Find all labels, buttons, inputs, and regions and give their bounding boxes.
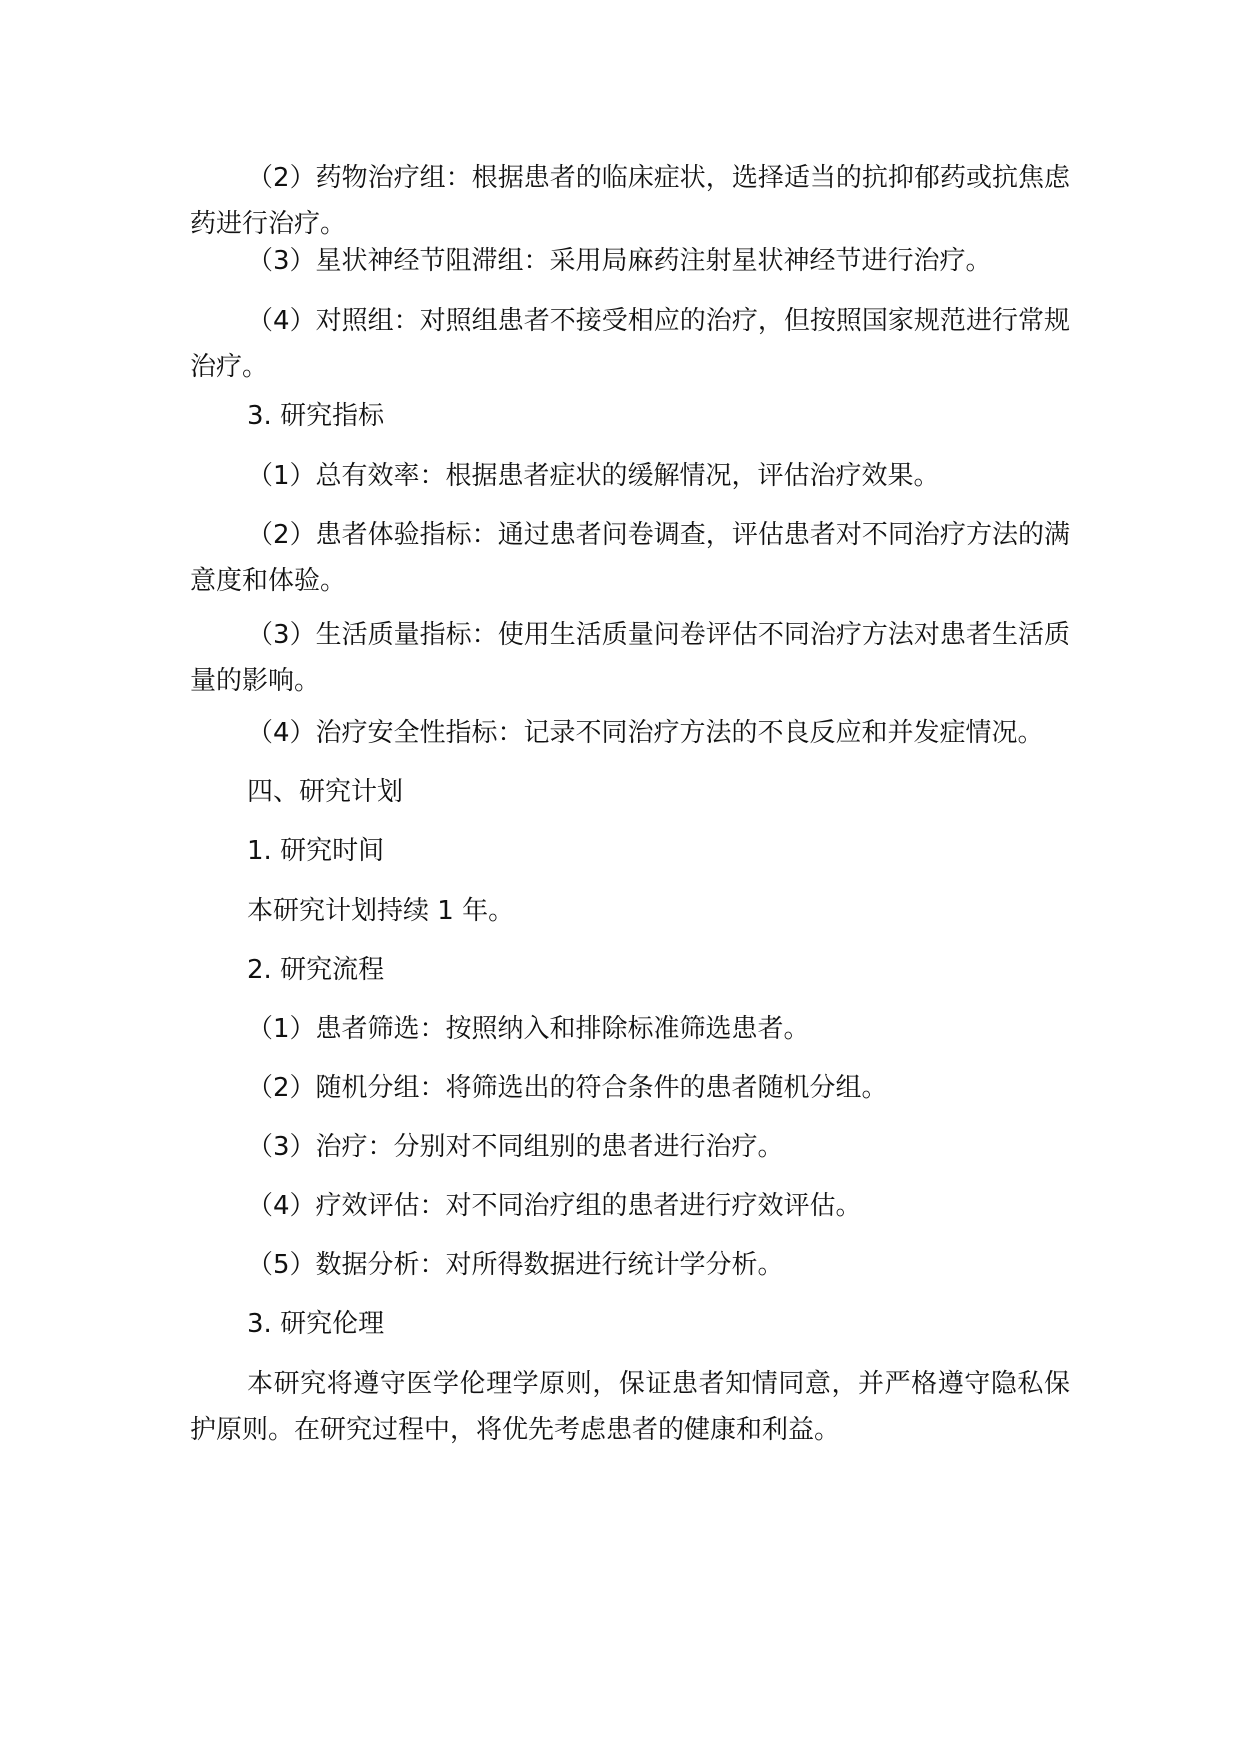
heading-research-indicators: 3. 研究指标 [247,401,385,431]
paragraph-research-duration: 本研究计划持续 1 年。 [247,896,515,926]
heading-research-time: 1. 研究时间 [247,836,385,866]
paragraph-treatment: （3）治疗：分别对不同组别的患者进行治疗。 [247,1132,784,1162]
paragraph-efficacy-evaluation: （4）疗效评估：对不同治疗组的患者进行疗效评估。 [247,1191,862,1221]
paragraph-stellate-ganglion-group: （3）星状神经节阻滞组：采用局麻药注射星状神经节进行治疗。 [247,246,992,276]
paragraph-quality-of-life: （3）生活质量指标：使用生活质量问卷评估不同治疗方法对患者生活质量的影响。 [190,620,1070,696]
paragraph-patient-screening: （1）患者筛选：按照纳入和排除标准筛选患者。 [247,1014,810,1044]
paragraph-data-analysis: （5）数据分析：对所得数据进行统计学分析。 [247,1250,784,1280]
paragraph-control-group: （4）对照组：对照组患者不接受相应的治疗，但按照国家规范进行常规治疗。 [190,306,1070,382]
paragraph-ethics-statement: 本研究将遵守医学伦理学原则，保证患者知情同意，并严格遵守隐私保护原则。在研究过程中，将优先考虑患者的健康和利益。 [190,1369,1070,1445]
paragraph-total-efficacy: （1）总有效率：根据患者症状的缓解情况，评估治疗效果。 [247,461,940,491]
heading-research-ethics: 3. 研究伦理 [247,1309,385,1339]
heading-research-plan: 四、研究计划 [247,777,404,807]
paragraph-patient-experience: （2）患者体验指标：通过患者问卷调查，评估患者对不同治疗方法的满意度和体验。 [190,520,1070,596]
paragraph-treatment-safety: （4）治疗安全性指标：记录不同治疗方法的不良反应和并发症情况。 [247,718,1044,748]
heading-research-process: 2. 研究流程 [247,955,385,985]
paragraph-random-grouping: （2）随机分组：将筛选出的符合条件的患者随机分组。 [247,1073,888,1103]
paragraph-drug-therapy-group: （2）药物治疗组：根据患者的临床症状，选择适当的抗抑郁药或抗焦虑药进行治疗。 [190,163,1070,239]
